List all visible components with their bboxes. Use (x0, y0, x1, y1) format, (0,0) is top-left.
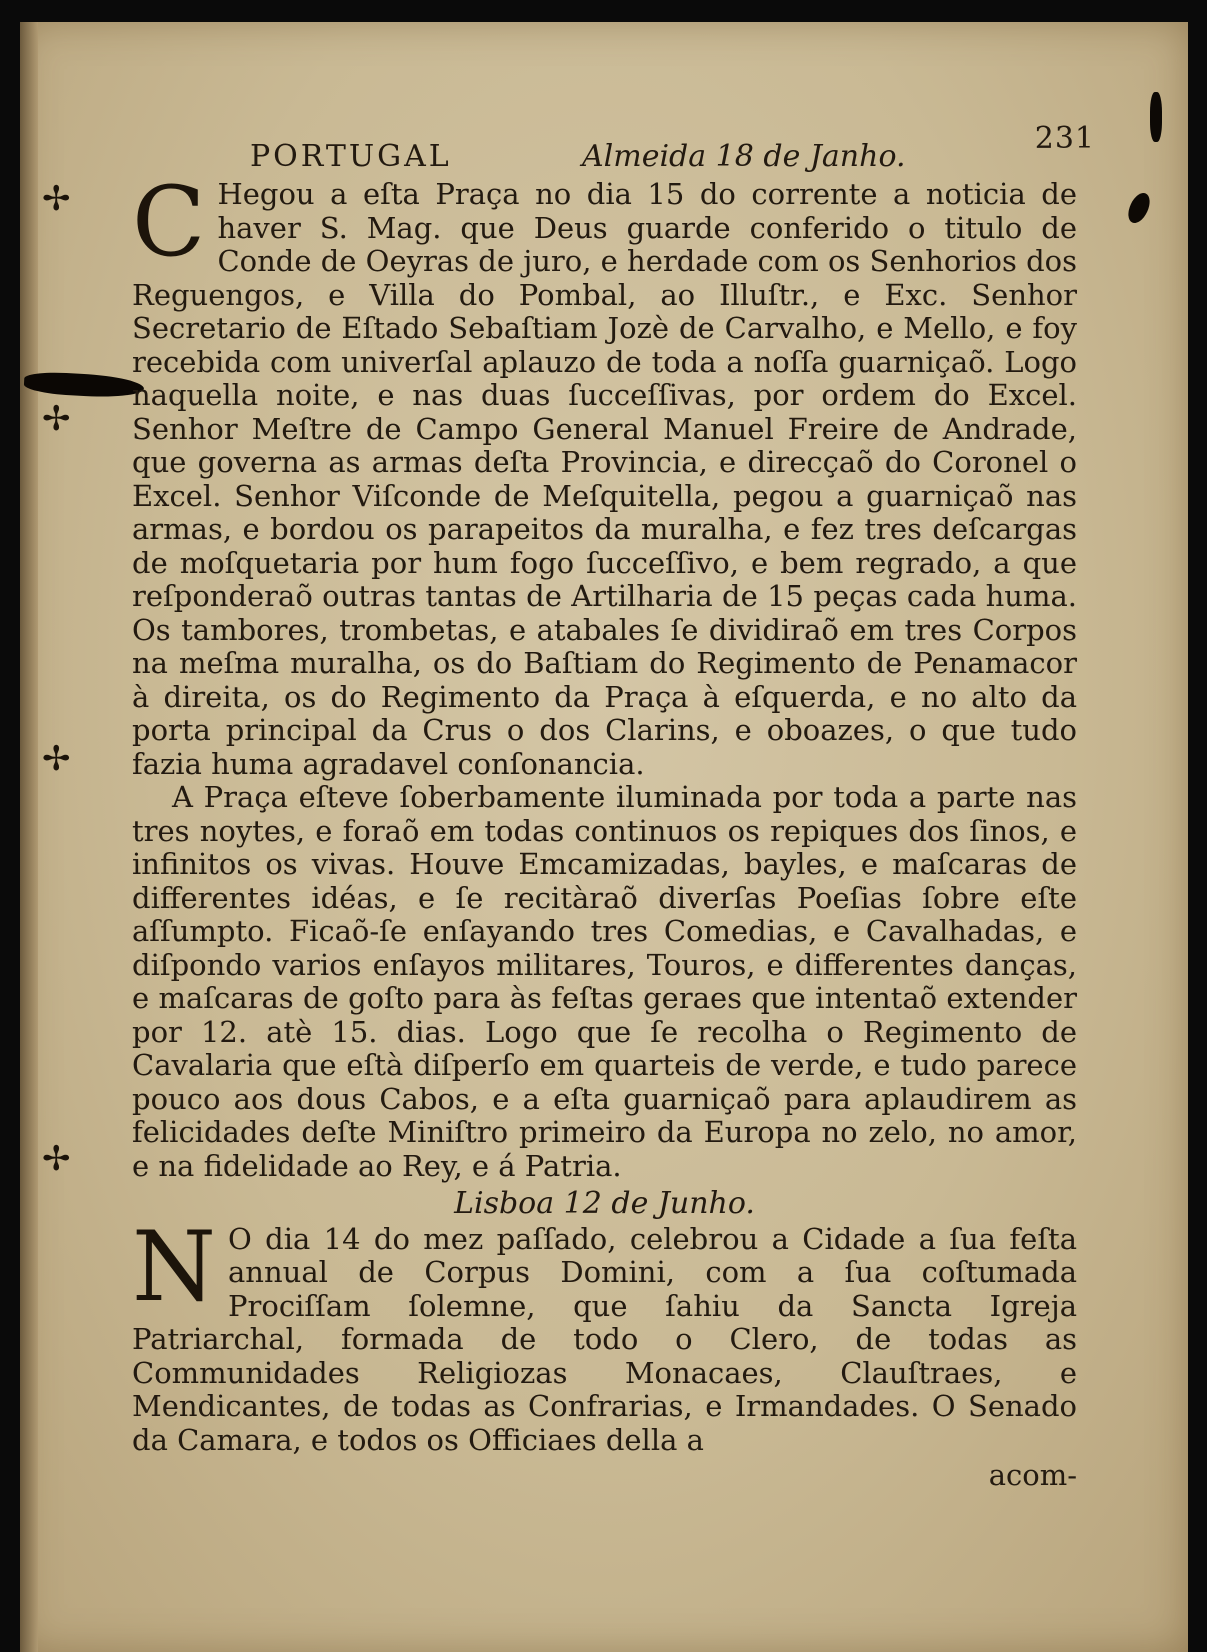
header-country: PORTUGAL (250, 139, 452, 174)
ink-blot (24, 371, 145, 399)
section-dateline: Lisboa 12 de Junho. (454, 1186, 755, 1221)
page-number: 231 (1034, 121, 1095, 156)
cross-mark-icon: ✢ (42, 179, 71, 219)
header-dateline: Almeida 18 de Janho. (582, 139, 906, 174)
running-header (132, 121, 1095, 178)
cross-mark-icon: ✢ (42, 399, 71, 439)
catchword: acom- (988, 1458, 1077, 1492)
cross-mark-icon: ✢ (42, 1139, 71, 1179)
document-page (20, 22, 1188, 1652)
article-paragraph: Hegou a eſta Praça no dia 15 do corrente a noticia de haver S. Mag. que Deus guarde conferido o titulo de Conde de Oeyras de juro, e herdade com os Senhorios dos Reguengos, e Villa do Pombal, ao Illuſtr., e Exc. Senhor Secretario de Eſtado Sebaſtiam Jozè de Carvalho, e Mello, e foy recebida com univerſal aplauzo de toda a noſſa guarniçaõ. Logo naquella noite, e nas duas ſucceſſivas, por ordem do Excel. Senhor Meſtre de Campo General Manuel Freire de Andrade, que governa as armas deſta Provincia, e direcçaõ do Coronel o Excel. Senhor Viſconde de Meſquitella, pegou a guarniçaõ nas armas, e bordou os parapeitos da muralha, e fez tres deſcargas de moſquetaria por hum fogo ſucceſſivo, e bem regrado, a que reſponderaõ outras tantas de Artilharia de 15 peças cada huma. Os tambores, trombetas, e atabales ſe dividiraõ em tres Corpos na meſma muralha, os do Baſtiam do Regimento de Penamacor à direita, os do Regimento da Praça à eſquerda, e no alto da porta principal da Crus o dos Clarins, e oboazes, o que tudo fazia huma agradavel conſonancia. (132, 177, 1077, 781)
page-spine (20, 22, 38, 1652)
cross-mark-icon: ✢ (42, 739, 71, 779)
drop-cap: N (132, 1210, 216, 1323)
drop-cap: C (132, 166, 206, 278)
ink-stain (1150, 92, 1162, 142)
article-paragraph: A Praça eſteve ſoberbamente iluminada por toda a parte nas tres noytes, e foraõ em todas continuos os repiques dos ſinos, e infinitos os vivas. Houve Emcamizadas, bayles, e maſcaras de differentes idéas, e ſe recitàraõ diverſas Poeſias ſobre eſte aſſumpto. Ficaõ-ſe enſayando tres Comedias, e Cavalhadas, e diſpondo varios enſayos militares, Touros, e differentes danças, e maſcaras de goſto para às feſtas geraes que intentaõ extender por 12. atè 15. dias. Logo que ſe recolha o Regimento de Cavalaria que eſtà diſperſo em quarteis de verde, e tudo parece pouco aos dous Cabos, e a eſta guarniçaõ para aplaudirem as felicidades deſte Miniſtro primeiro da Europa no zelo, no amor, e na fidelidade ao Rey, e á Patria. (132, 780, 1077, 1183)
article-paragraph: O dia 14 do mez paſſado, celebrou a Cidade a ſua feſta annual de Corpus Domini, com a ſua coſtumada Prociſſam ſolemne, que ſahiu da Sancta Igreja Patriarchal, formada de todo o Clero, de todas as Communidades Religiozas Monacaes, Clauſtraes, e Mendicantes, de todas as Confrarias, e Irmandades. O Senado da Camara, e todos os Officiaes della a (132, 1221, 1077, 1457)
article-lisboa (132, 1210, 1077, 1458)
ink-stain (1124, 190, 1154, 227)
text-block (132, 121, 1095, 1493)
article-almeida (132, 166, 1077, 781)
